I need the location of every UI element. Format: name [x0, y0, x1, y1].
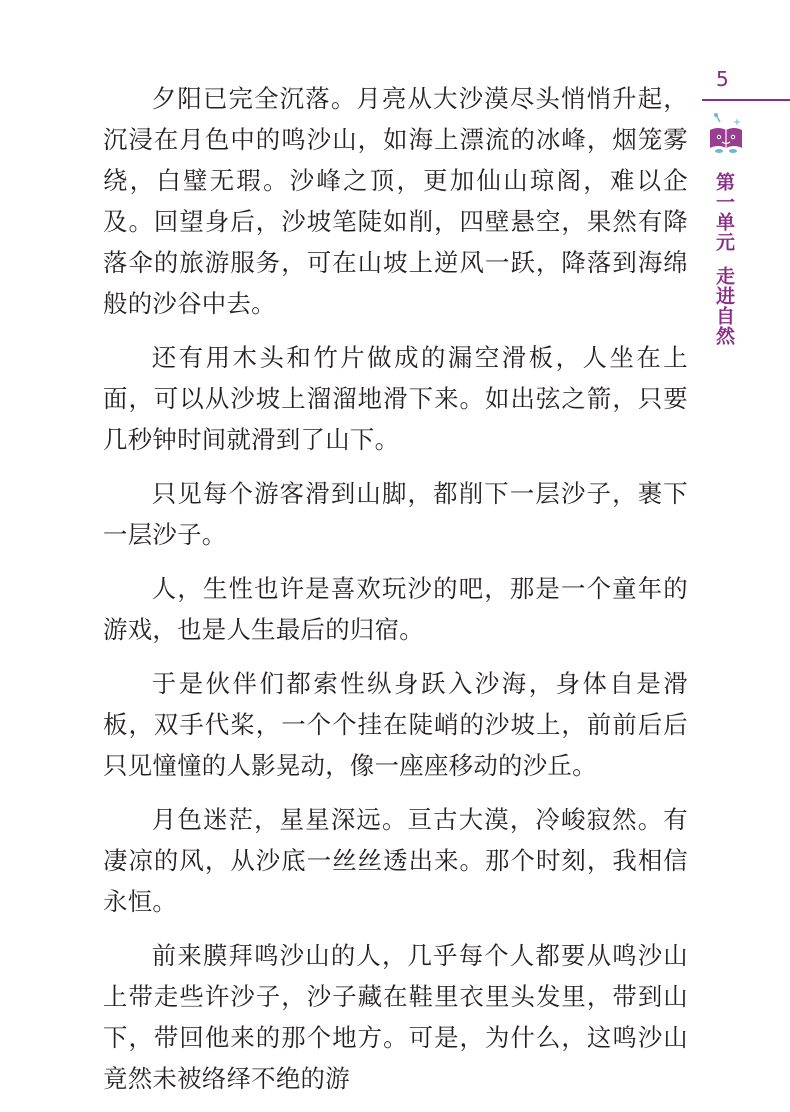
paragraph-3: 只见每个游客滑到山脚，都削下一层沙子，裹下一层沙子。: [103, 479, 688, 549]
body-text: [103, 78, 688, 1112]
paragraph-1: 夕阳已完全沉落。月亮从大沙漠尽头悄悄升起，沉浸在月色中的鸣沙山，如海上漂流的冰峰，烟笼雾绕，白璧无瑕。沙峰之顶，更加仙山琼阁，难以企及。回望身后，沙坡笔陡如削，四壁悬空，果然有降落伞的旅游服务，可在山坡上逆风一跃，降落到海绵般的沙谷中去。: [103, 84, 688, 318]
paragraph-4: 人，生性也许是喜欢玩沙的吧，那是一个童年的游戏，也是人生最后的归宿。: [103, 574, 688, 644]
book-mascot-icon: [704, 112, 748, 156]
paragraph-5: 于是伙伴们都索性纵身跃入沙海，身体自是滑板，双手代桨，一个个挂在陡峭的沙坡上，前前后后只见憧憧的人影晃动，像一座座移动的沙丘。: [103, 669, 688, 780]
header-divider: [702, 99, 790, 101]
paragraph-7: 前来膜拜鸣沙山的人，几乎每个人都要从鸣沙山上带走些许沙子，沙子藏在鞋里衣里头发里，带到山下，带回他来的那个地方。可是，为什么，这鸣沙山竟然未被络绎不绝的游: [103, 941, 688, 1093]
paragraph-2: 还有用木头和竹片做成的漏空滑板，人坐在上面，可以从沙坡上溜溜地滑下来。如出弦之箭，只要几秒钟时间就滑到了山下。: [103, 343, 688, 454]
page-number: 5: [716, 67, 729, 91]
unit-label: 第一单元: [713, 172, 735, 252]
paragraph-6: 月色迷茫，星星深远。亘古大漠，冷峻寂然。有凄凉的风，从沙底一丝丝透出来。那个时刻，我相信永恒。: [103, 805, 688, 916]
unit-title: 走进自然: [713, 266, 735, 346]
